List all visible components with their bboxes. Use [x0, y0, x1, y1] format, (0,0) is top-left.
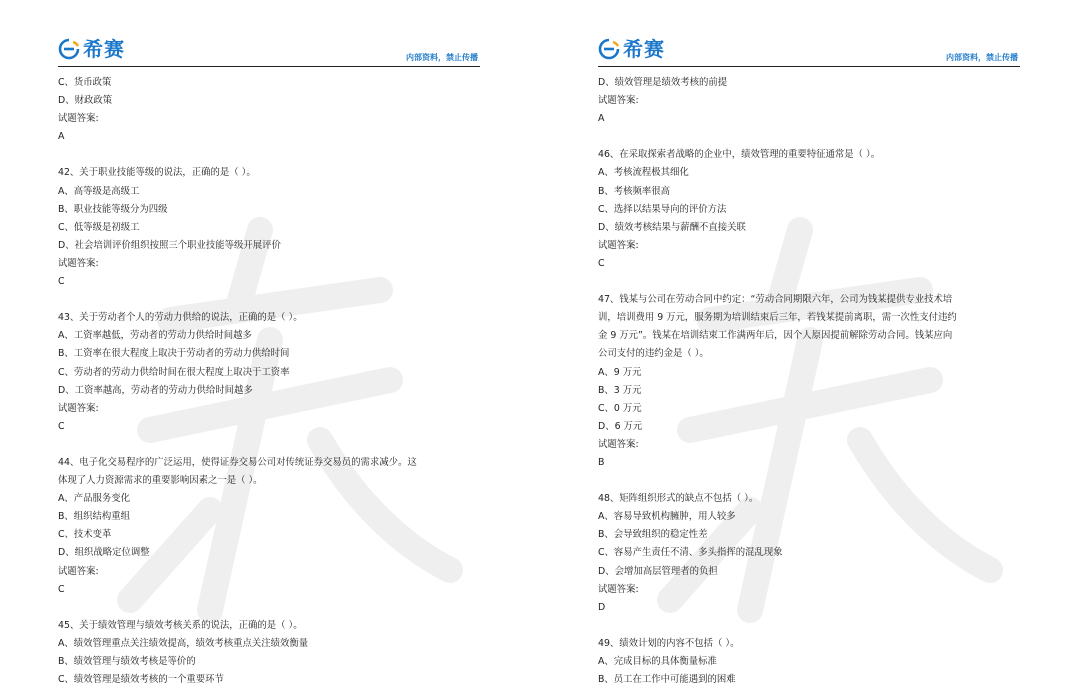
option-b: B、工资率在很大程度上取决于劳动者的劳动力供给时间 [58, 348, 290, 360]
text-line [598, 273, 1022, 291]
option-b: B、组织结构重组 [58, 511, 131, 523]
option-a: A、工资率越低，劳动者的劳动力供给时间越多 [58, 330, 252, 342]
option-a: A、绩效管理重点关注绩效提高，绩效考核重点关注绩效衡量 [58, 637, 309, 649]
text-line [58, 291, 482, 309]
text-line [58, 599, 482, 617]
option-a: A、容易导致机构臃肿，用人较多 [598, 511, 736, 523]
text-line: 试题答案: [58, 113, 99, 125]
xisai-logo-icon [58, 38, 80, 60]
option-a: A、产品服务变化 [58, 493, 131, 505]
question-46: 46、在采取探索者战略的企业中，绩效管理的重要特征通常是（ ）。 [598, 149, 881, 161]
text-line: A [58, 131, 65, 143]
option-b: B、员工在工作中可能遇到的困难 [598, 674, 736, 686]
answer-label: 试题答案: [598, 239, 639, 251]
option-b: B、绩效管理与绩效考核是等价的 [58, 656, 196, 667]
option-a: A、完成目标的具体衡量标准 [598, 656, 717, 667]
page-header [58, 38, 480, 67]
option-b: B、考核频率很高 [598, 185, 671, 197]
text-line [58, 436, 482, 454]
option-a: A、考核流程极其细化 [598, 167, 689, 179]
answer-value: C [58, 420, 65, 432]
header-note: 内部资料，禁止传播 [406, 53, 478, 62]
logo [598, 38, 665, 60]
question-43: 43、关于劳动者个人的劳动力供给的说法，正确的是（ ）。 [58, 312, 303, 324]
answer-value: C [58, 583, 65, 595]
left-page-content [58, 74, 482, 689]
text-line [598, 128, 1022, 146]
question-42: 42、关于职业技能等级的说法，正确的是（ ）。 [58, 167, 256, 179]
option-d: D、社会培训评价组织按照三个职业技能等级开展评价 [58, 239, 281, 251]
option-d: D、绩效考核结果与薪酬不直接关联 [598, 221, 746, 233]
text-line: D、财政政策 [58, 95, 113, 107]
option-d: D、6 万元 [598, 420, 643, 432]
page-header [598, 38, 1020, 67]
option-c: C、低等级是初级工 [58, 221, 140, 233]
answer-label: 试题答案: [58, 565, 99, 577]
question-47-cont: 金 9 万元”。钱某在培训结束工作满两年后，因个人原因提前解除劳动合同。钱某应向 [598, 330, 953, 342]
question-47-cont: 公司支付的违约金是（ ）。 [598, 348, 709, 360]
logo-text: 希赛 [623, 37, 665, 61]
answer-label: 试题答案: [58, 257, 99, 269]
option-c: C、劳动者的劳动力供给时间在很大程度上取决于工资率 [58, 366, 290, 378]
answer-value: C [598, 257, 605, 269]
question-47: 47、钱某与公司在劳动合同中约定：“劳动合同期限六年，公司为钱某提供专业技术培 [598, 294, 953, 306]
question-49: 49、绩效计划的内容不包括（ ）。 [598, 637, 740, 649]
answer-value: C [58, 276, 65, 288]
answer-label: 试题答案: [598, 583, 639, 595]
answer-value: A [598, 113, 605, 125]
option-c: C、技术变革 [58, 529, 112, 541]
answer-label: 试题答案: [598, 438, 639, 450]
option-b: B、3 万元 [598, 384, 642, 396]
question-44: 44、电子化交易程序的广泛运用，使得证券交易公司对传统证券交易员的需求减少。这 [58, 456, 417, 468]
option-c: C、绩效管理是绩效考核的一个重要环节 [58, 674, 224, 686]
option-d: D、绩效管理是绩效考核的前提 [598, 77, 728, 88]
option-d: D、组织战略定位调整 [58, 547, 150, 559]
option-a: A、高等级是高级工 [58, 185, 140, 197]
answer-value: D [598, 601, 606, 613]
option-d: D、工资率越高，劳动者的劳动力供给时间越多 [58, 384, 253, 396]
text-line [598, 617, 1022, 635]
answer-value: B [598, 456, 605, 468]
option-a: A、9 万元 [598, 366, 642, 378]
right-page-content [598, 74, 1022, 689]
right-page [540, 0, 1080, 700]
option-d: D、会增加高层管理者的负担 [598, 565, 718, 577]
text-line: C、货币政策 [58, 77, 112, 88]
xisai-logo-icon [598, 38, 620, 60]
text-line [598, 472, 1022, 490]
option-b: B、职业技能等级分为四级 [58, 203, 168, 215]
option-c: C、0 万元 [598, 402, 642, 414]
question-44-cont: 体现了人力资源需求的重要影响因素之一是（ ）。 [58, 475, 263, 487]
text-line [58, 146, 482, 164]
header-note: 内部资料，禁止传播 [946, 53, 1018, 62]
option-c: C、容易产生责任不清、多头指挥的混乱现象 [598, 547, 783, 559]
option-b: B、会导致组织的稳定性差 [598, 529, 708, 541]
logo [58, 38, 125, 60]
question-48: 48、矩阵组织形式的缺点不包括（ ）。 [598, 493, 759, 505]
answer-label: 试题答案: [58, 402, 99, 414]
logo-text: 希赛 [83, 37, 125, 61]
option-c: C、选择以结果导向的评价方法 [598, 203, 727, 215]
question-47-cont: 训，培训费用 9 万元，服务期为培训结束后三年，若钱某提前离职，需一次性支付违约 [598, 312, 957, 324]
answer-label: 试题答案: [598, 95, 639, 107]
question-45: 45、关于绩效管理与绩效考核关系的说法，正确的是（ ）。 [58, 619, 303, 631]
